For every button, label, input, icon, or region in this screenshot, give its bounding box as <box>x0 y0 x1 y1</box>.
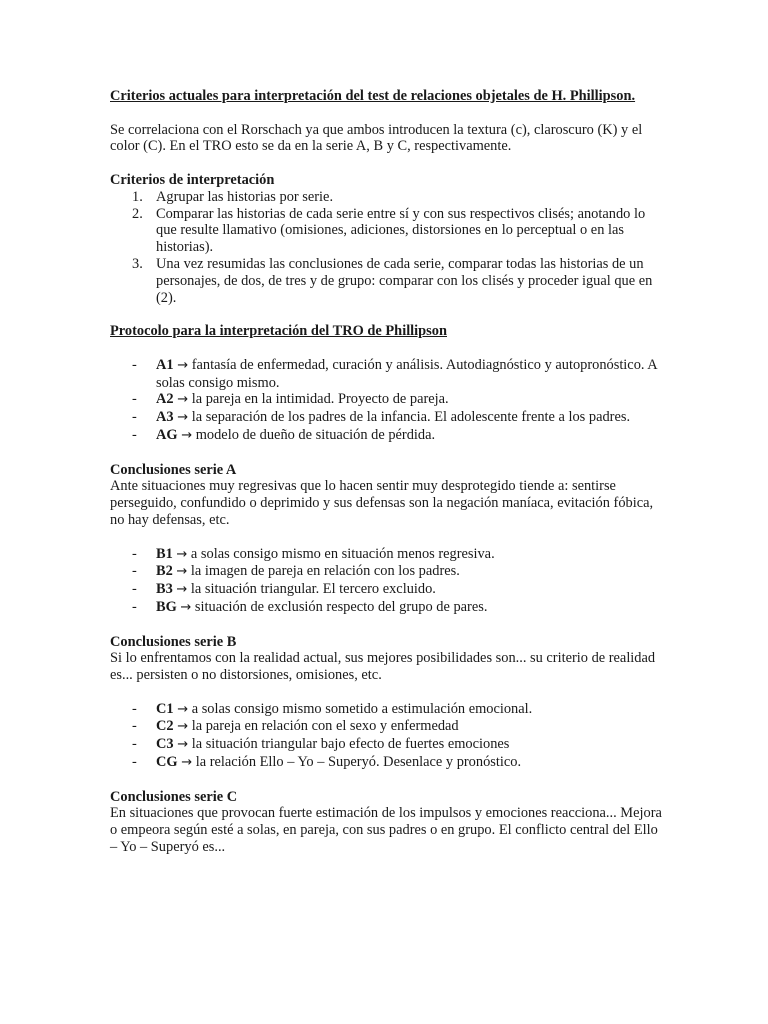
card-description: la separación de los padres de la infancia. El adolescente frente a los padres. <box>191 409 631 426</box>
card-code: C1 <box>156 700 174 717</box>
card-code: B1 <box>156 545 173 562</box>
card-description: la situación triangular bajo efecto de fuertes emociones <box>191 736 510 753</box>
card-description: la pareja en relación con el sexo y enfermedad <box>191 718 459 735</box>
card-code: C2 <box>156 718 174 735</box>
conclusions-b-text: Si lo enfrentamos con la realidad actual, sus mejores posibilidades son... su criterio de realidad es... persisten o no distorsiones, omisiones, etc. <box>110 650 656 684</box>
conclusions-b-heading: Conclusiones serie B <box>110 633 237 650</box>
arrow-right-icon: → <box>176 546 188 562</box>
dash-bullet: - <box>132 356 137 373</box>
dash-bullet: - <box>132 700 137 717</box>
conclusions-c-heading: Conclusiones serie C <box>110 788 238 805</box>
card-code: AG <box>156 426 178 443</box>
dash-bullet: - <box>132 391 137 408</box>
dash-bullet: - <box>132 563 137 580</box>
list-item-text: Comparar las historias de cada serie entre sí y con sus respectivos clisés; anotando lo que resulte llamativo (omisiones, adiciones, distorsiones en lo perceptual o en las historias). <box>156 205 646 256</box>
list-item <box>110 718 666 736</box>
card-description: fantasía de enfermedad, curación y análisis. Autodiagnóstico y autopronóstico. A solas consigo mismo. <box>156 356 657 391</box>
list-item <box>110 599 666 617</box>
conclusions-a-text: Ante situaciones muy regresivas que lo hacen sentir muy desprotegido tiende a: sentirse perseguido, confundido o deprimido y sus defensas son la negación maníaca, evitación fóbica, no hay defensas, etc. <box>110 478 654 528</box>
list-item <box>110 581 666 599</box>
arrow-right-icon: → <box>177 701 189 717</box>
arrow-right-icon: → <box>177 737 189 753</box>
list-item <box>110 206 666 256</box>
series-a-list <box>110 357 666 445</box>
criteria-heading: Criterios de interpretación <box>110 171 275 188</box>
list-item <box>110 357 666 392</box>
arrow-right-icon: → <box>177 392 189 408</box>
dash-bullet: - <box>132 736 137 753</box>
list-item <box>110 409 666 427</box>
card-description: a solas consigo mismo en situación menos regresiva. <box>190 545 495 562</box>
arrow-right-icon: → <box>181 755 193 771</box>
list-number: 2. <box>132 205 143 222</box>
conclusions-a-heading: Conclusiones serie A <box>110 461 237 478</box>
dash-bullet: - <box>132 754 137 771</box>
series-c-list <box>110 701 666 772</box>
card-description: a solas consigo mismo sometido a estimulación emocional. <box>191 700 533 717</box>
arrow-right-icon: → <box>180 599 192 615</box>
document-body <box>110 88 666 856</box>
card-code: A2 <box>156 391 174 408</box>
dash-bullet: - <box>132 545 137 562</box>
criteria-list <box>110 189 666 307</box>
list-number: 3. <box>132 255 143 272</box>
conclusions-c-text: En situaciones que provocan fuerte estimación de los impulsos y emociones reacciona... Mejora o empeora según esté a solas, en pareja, con sus padres o en grupo. El conflicto central del Ello – Yo – Superyó es... <box>110 805 662 856</box>
series-b-list <box>110 546 666 617</box>
arrow-right-icon: → <box>181 427 193 443</box>
card-code: CG <box>156 754 178 771</box>
list-item <box>110 256 666 306</box>
dash-bullet: - <box>132 598 137 615</box>
arrow-right-icon: → <box>176 582 188 598</box>
list-item <box>110 701 666 719</box>
list-item-text: Una vez resumidas las conclusiones de cada serie, comparar todas las historias de un personajes, de dos, de tres y de grupo: comparar con los clisés y proceder igual que en (2). <box>156 255 653 306</box>
arrow-right-icon: → <box>177 410 189 426</box>
dash-bullet: - <box>132 426 137 443</box>
card-code: A1 <box>156 356 174 373</box>
list-item <box>110 754 666 772</box>
list-item-text: Agrupar las historias por serie. <box>156 188 334 205</box>
dash-bullet: - <box>132 409 137 426</box>
card-description: situación de exclusión respecto del grupo de pares. <box>194 598 488 615</box>
card-code: B3 <box>156 581 173 598</box>
card-code: A3 <box>156 409 174 426</box>
card-description: la imagen de pareja en relación con los padres. <box>190 563 460 580</box>
arrow-right-icon: → <box>177 357 189 373</box>
document-title: Criterios actuales para interpretación del test de relaciones objetales de H. Phillipson. <box>110 88 636 104</box>
card-description: modelo de dueño de situación de pérdida. <box>195 426 436 443</box>
dash-bullet: - <box>132 581 137 598</box>
list-item <box>110 563 666 581</box>
card-description: la situación triangular. El tercero excluido. <box>190 581 436 598</box>
protocol-heading: Protocolo para la interpretación del TRO de Phillipson <box>110 323 447 340</box>
dash-bullet: - <box>132 718 137 735</box>
arrow-right-icon: → <box>177 719 189 735</box>
list-number: 1. <box>132 188 143 205</box>
card-code: BG <box>156 598 177 615</box>
intro-paragraph: Se correlaciona con el Rorschach ya que ambos introducen la textura (c), claroscuro (K) y el color (C). En el TRO esto se da en la serie A, B y C, respectivamente. <box>110 121 643 155</box>
list-item <box>110 736 666 754</box>
list-item <box>110 189 666 206</box>
card-code: B2 <box>156 563 173 580</box>
arrow-right-icon: → <box>176 564 188 580</box>
list-item <box>110 546 666 564</box>
list-item <box>110 391 666 409</box>
card-description: la pareja en la intimidad. Proyecto de pareja. <box>191 391 449 408</box>
card-code: C3 <box>156 736 174 753</box>
list-item <box>110 427 666 445</box>
card-description: la relación Ello – Yo – Superyó. Desenlace y pronóstico. <box>195 754 522 771</box>
